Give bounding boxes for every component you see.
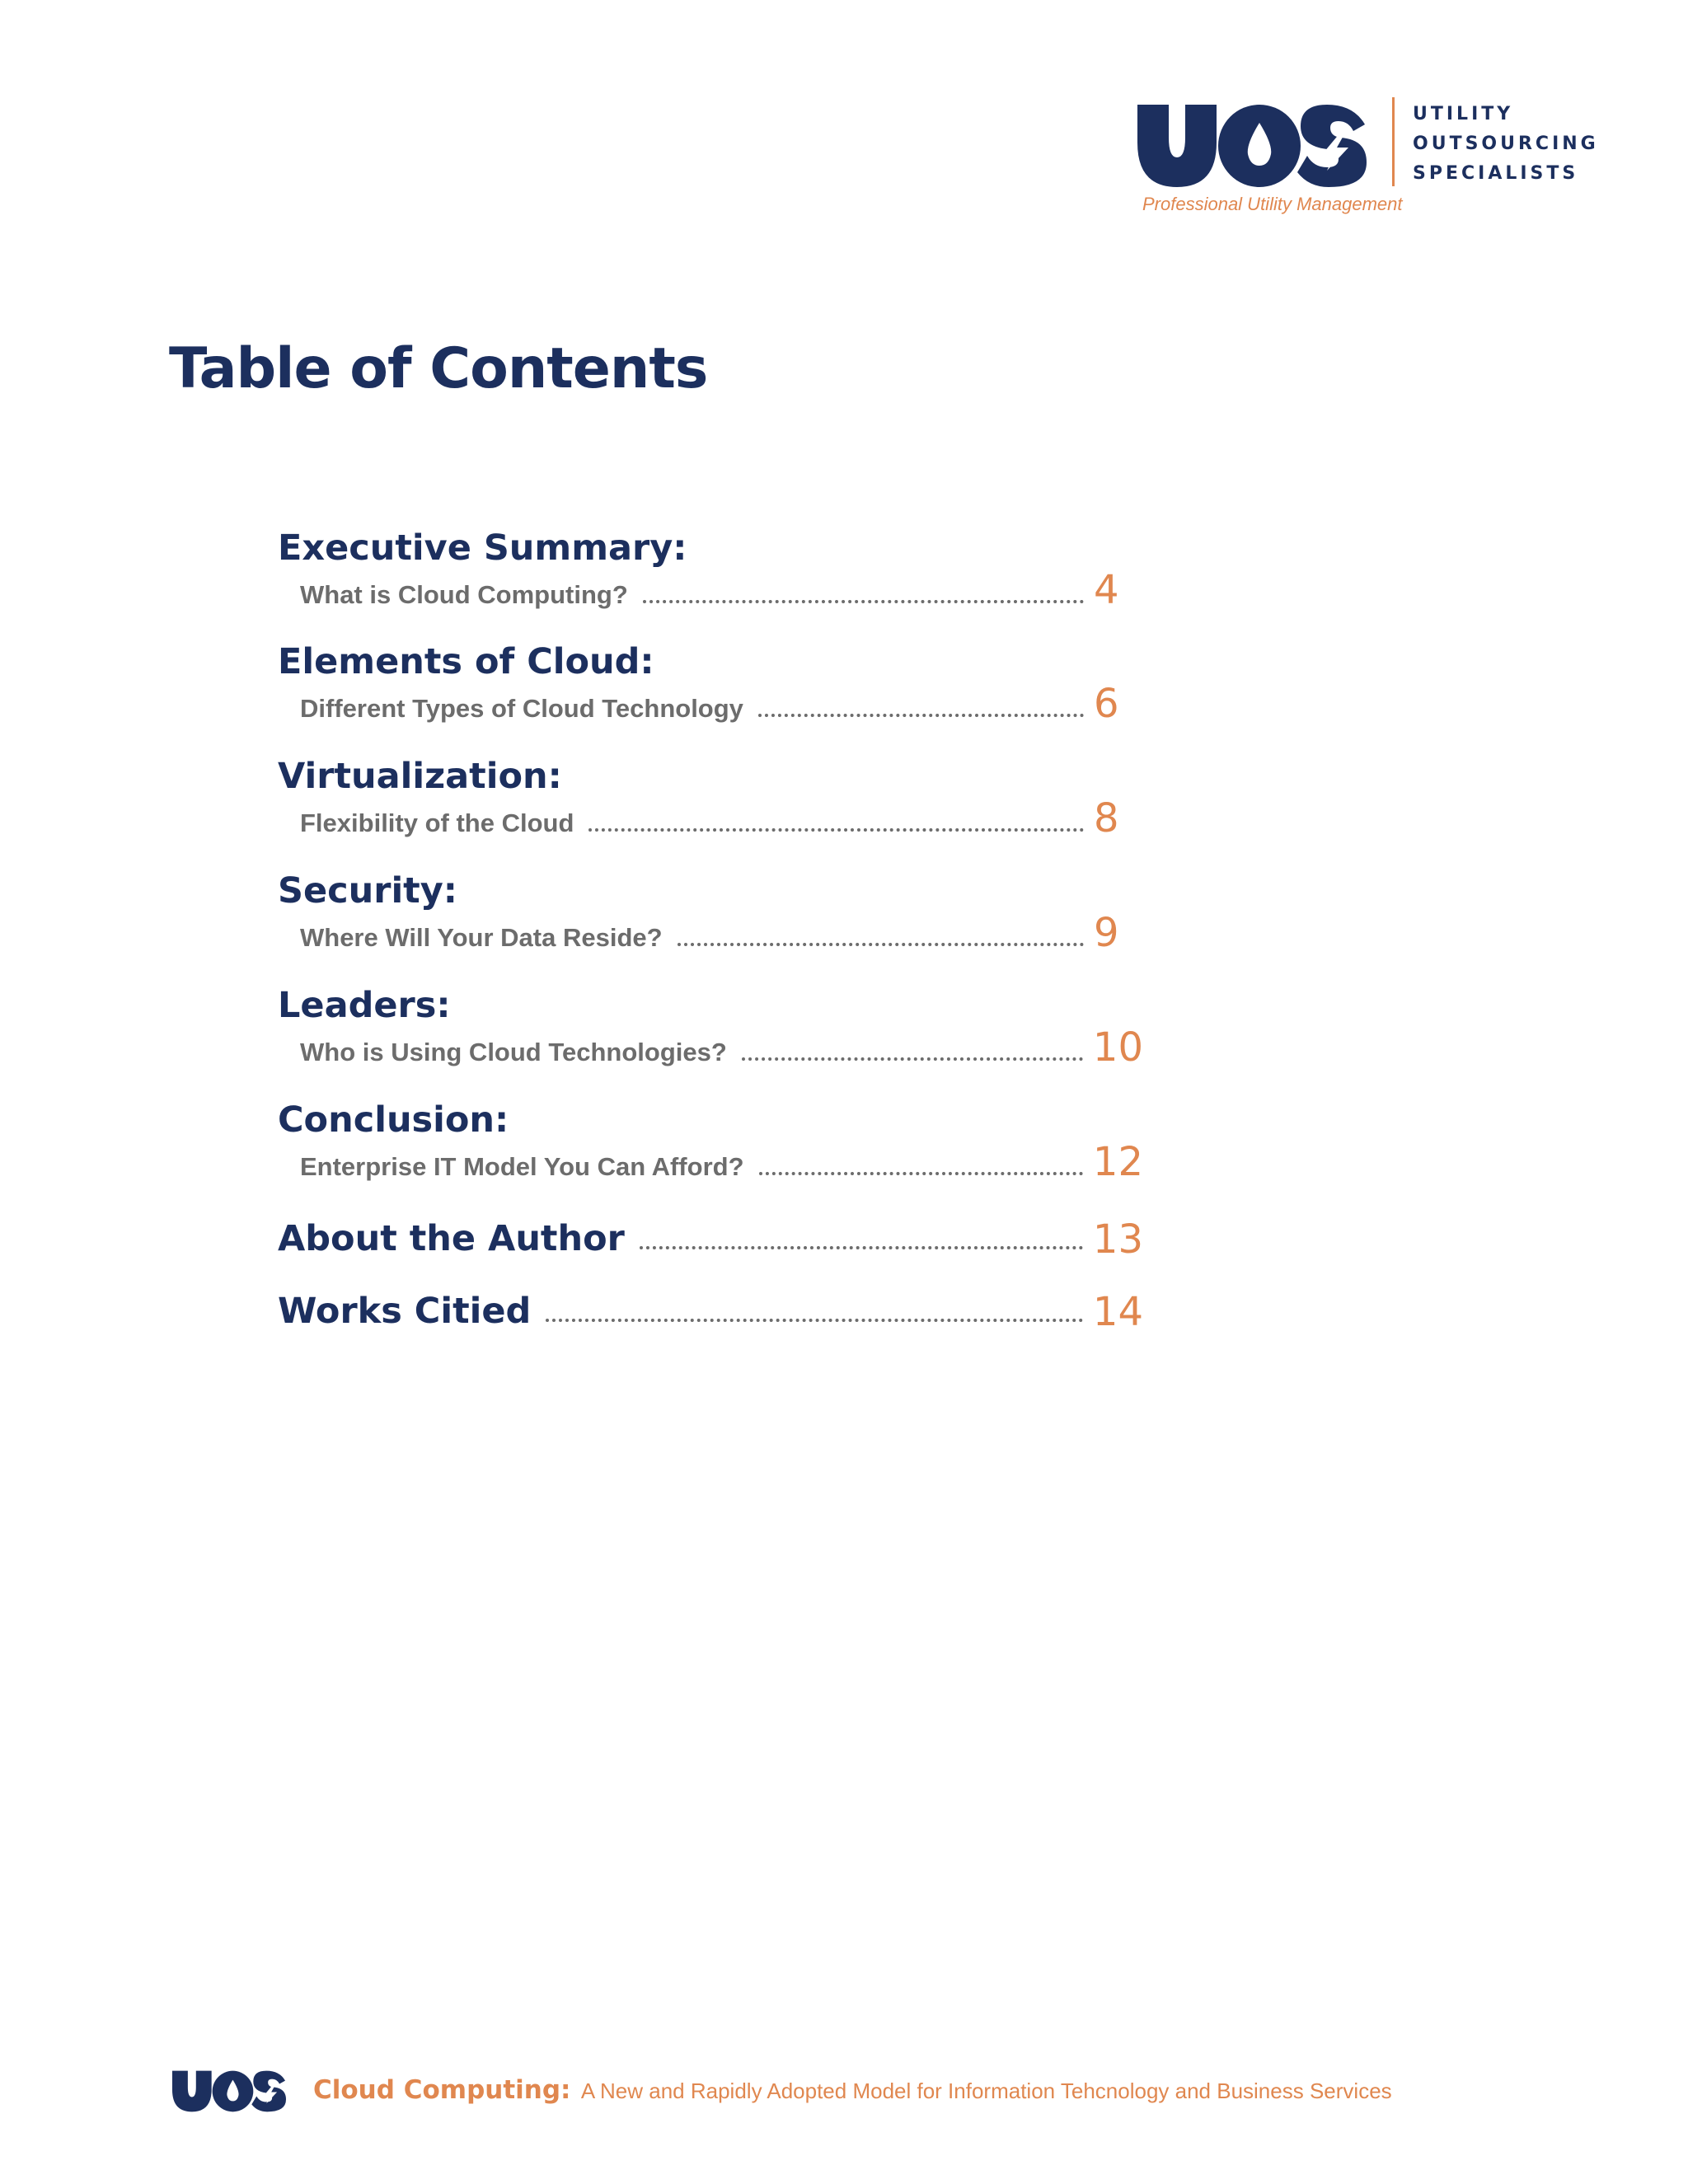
toc-entry-subtitle: Different Types of Cloud Technology [300,694,743,723]
page-footer [171,2065,1490,2123]
toc-page-number: 13 [1092,1216,1143,1263]
toc-entry-title: Works Citied [278,1291,532,1332]
toc-entry-subtitle: Flexibility of the Cloud [300,808,574,837]
toc-entry-row [278,1286,1143,1335]
toc-page-number: 9 [1094,910,1119,956]
toc-page-number: 4 [1094,567,1119,613]
toc-entry-row [300,795,1143,841]
toc-page-number: 10 [1092,1024,1143,1071]
toc-entry-subtitle: Who is Using Cloud Technologies? [300,1038,727,1066]
logo-word-2: OUTSOURCING [1413,134,1599,154]
logo-word-1: UTILITY [1413,104,1514,124]
toc-entry-subtitle: What is Cloud Computing? [300,580,628,609]
toc-entry-row [278,1213,1143,1263]
toc-entry-title: Virtualization: [278,756,562,797]
uos-logo-small-icon [171,2069,287,2113]
toc-page-number: 8 [1094,795,1119,841]
toc-entry-row [300,1139,1143,1185]
toc-entry-title: Executive Summary: [278,527,687,569]
dot-leader [643,600,1084,603]
toc-page-number: 12 [1092,1139,1143,1185]
toc-entry-row [300,567,1143,613]
footer-subtitle: A New and Rapidly Adopted Model for Information Tehcnology and Business Services [580,2079,1392,2103]
toc-page-number: 14 [1092,1289,1143,1335]
toc-entry-row [300,910,1143,956]
toc-entry-title: Leaders: [278,985,451,1026]
dot-leader [546,1319,1083,1322]
toc-entry-subtitle: Enterprise IT Model You Can Afford? [300,1152,744,1181]
dot-leader [640,1246,1083,1249]
dot-leader [678,943,1084,946]
toc-entry-title: Conclusion: [278,1099,509,1141]
toc-entry-title: Elements of Cloud: [278,641,654,682]
dot-leader [742,1057,1083,1061]
footer-label: Cloud Computing: [313,2075,571,2105]
page-title: Table of Contents [169,336,708,401]
toc-entry-row [300,1024,1143,1071]
toc-entry-title: About the Author [278,1218,625,1259]
company-logo [1136,95,1630,227]
logo-word-3: SPECIALISTS [1413,163,1579,184]
logo-divider [1392,97,1395,186]
toc-entry-title: Security: [278,870,457,912]
dot-leader [758,714,1084,717]
dot-leader [759,1172,1083,1175]
dot-leader [588,828,1084,832]
footer-text [313,2075,1392,2105]
logo-tagline: Professional Utility Management [1142,194,1403,214]
toc-page-number: 6 [1094,681,1119,727]
uos-logo-mark-icon [1136,101,1368,189]
logo-wordmark [1413,100,1599,189]
toc-entry-row [300,681,1143,727]
toc-entry-subtitle: Where Will Your Data Reside? [300,923,663,952]
